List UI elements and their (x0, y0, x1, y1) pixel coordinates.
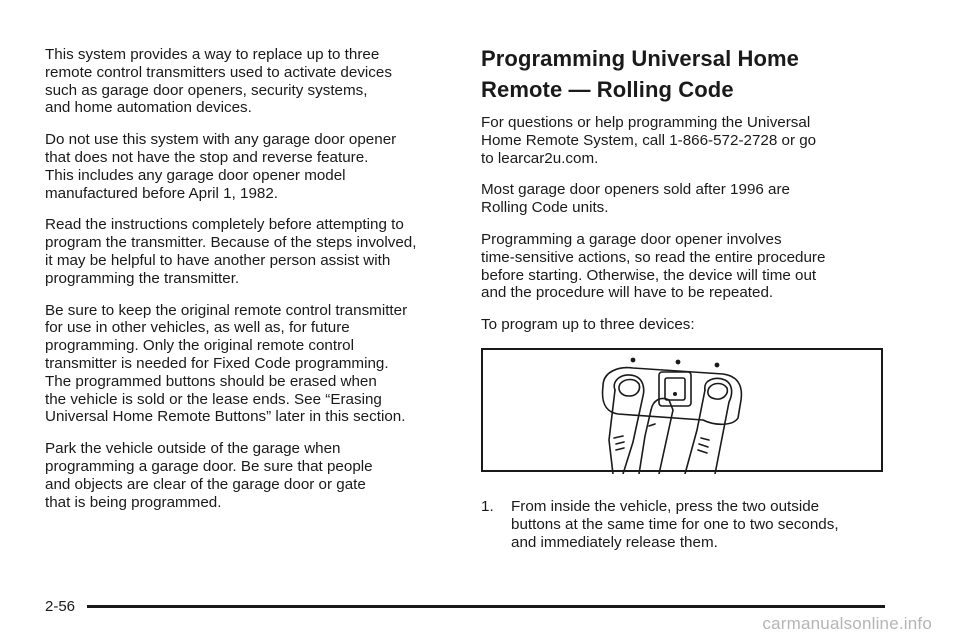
watermark: carmanualsonline.info (762, 614, 932, 633)
program-devices-paragraph: To program up to three devices: (481, 316, 695, 334)
rolling-code-paragraph: Most garage door openers sold after 1996 are Rolling Code units. (481, 181, 791, 217)
right-column (481, 46, 891, 551)
step-item (481, 498, 891, 551)
section-heading: Programming Universal Home Remote — Rolling Code (481, 46, 800, 102)
time-sensitive-paragraph: Programming a garage door opener involves time-sensitive actions, so read the entire procedure before starting. Otherwise, the device will time out and the procedure will have to be repeated. (481, 230, 826, 302)
page-footer (45, 598, 885, 615)
page-number: 2-56 (45, 598, 76, 615)
fingers-pressing-remote-buttons-illustration (483, 350, 885, 474)
left-column (45, 46, 450, 525)
instructions-paragraph: Read the instructions completely before attempting to program the transmitter. Because of the steps involved, it may be helpful to have another person assist with programming the transmitter. (45, 216, 417, 287)
help-paragraph: For questions or help programming the Universal Home Remote System, call 1-866-572-2728 or go to learcar2u.com. (481, 114, 817, 167)
footer-rule (87, 605, 885, 608)
warning-paragraph: Do not use this system with any garage door opener that does not have the stop and reverse feature. This includes any garage door opener model manufactured before April 1, 1982. (45, 131, 397, 202)
park-vehicle-paragraph: Park the vehicle outside of the garage when programming a garage door. Be sure that people and objects are clear of the garage door or gate that is being programmed. (45, 440, 373, 511)
original-transmitter-paragraph: Be sure to keep the original remote control transmitter for use in other vehicles, as well as, for future programming. Only the original remote control transmitter is needed for Fixed Code programming. The programmed buttons should be erased when the vehicle is sold or the lease ends. See “Erasing Universal Home Remote Buttons” later in this section. (45, 301, 408, 426)
step-number: 1. (481, 497, 494, 515)
remote-buttons-figure (481, 348, 883, 472)
intro-paragraph: This system provides a way to replace up to three remote control transmitters used to activate devices such as garage door openers, security systems, and home automation devices. (45, 46, 392, 117)
step-text: From inside the vehicle, press the two outside buttons at the same time for one to two seconds, and immediately release them. (511, 497, 839, 551)
